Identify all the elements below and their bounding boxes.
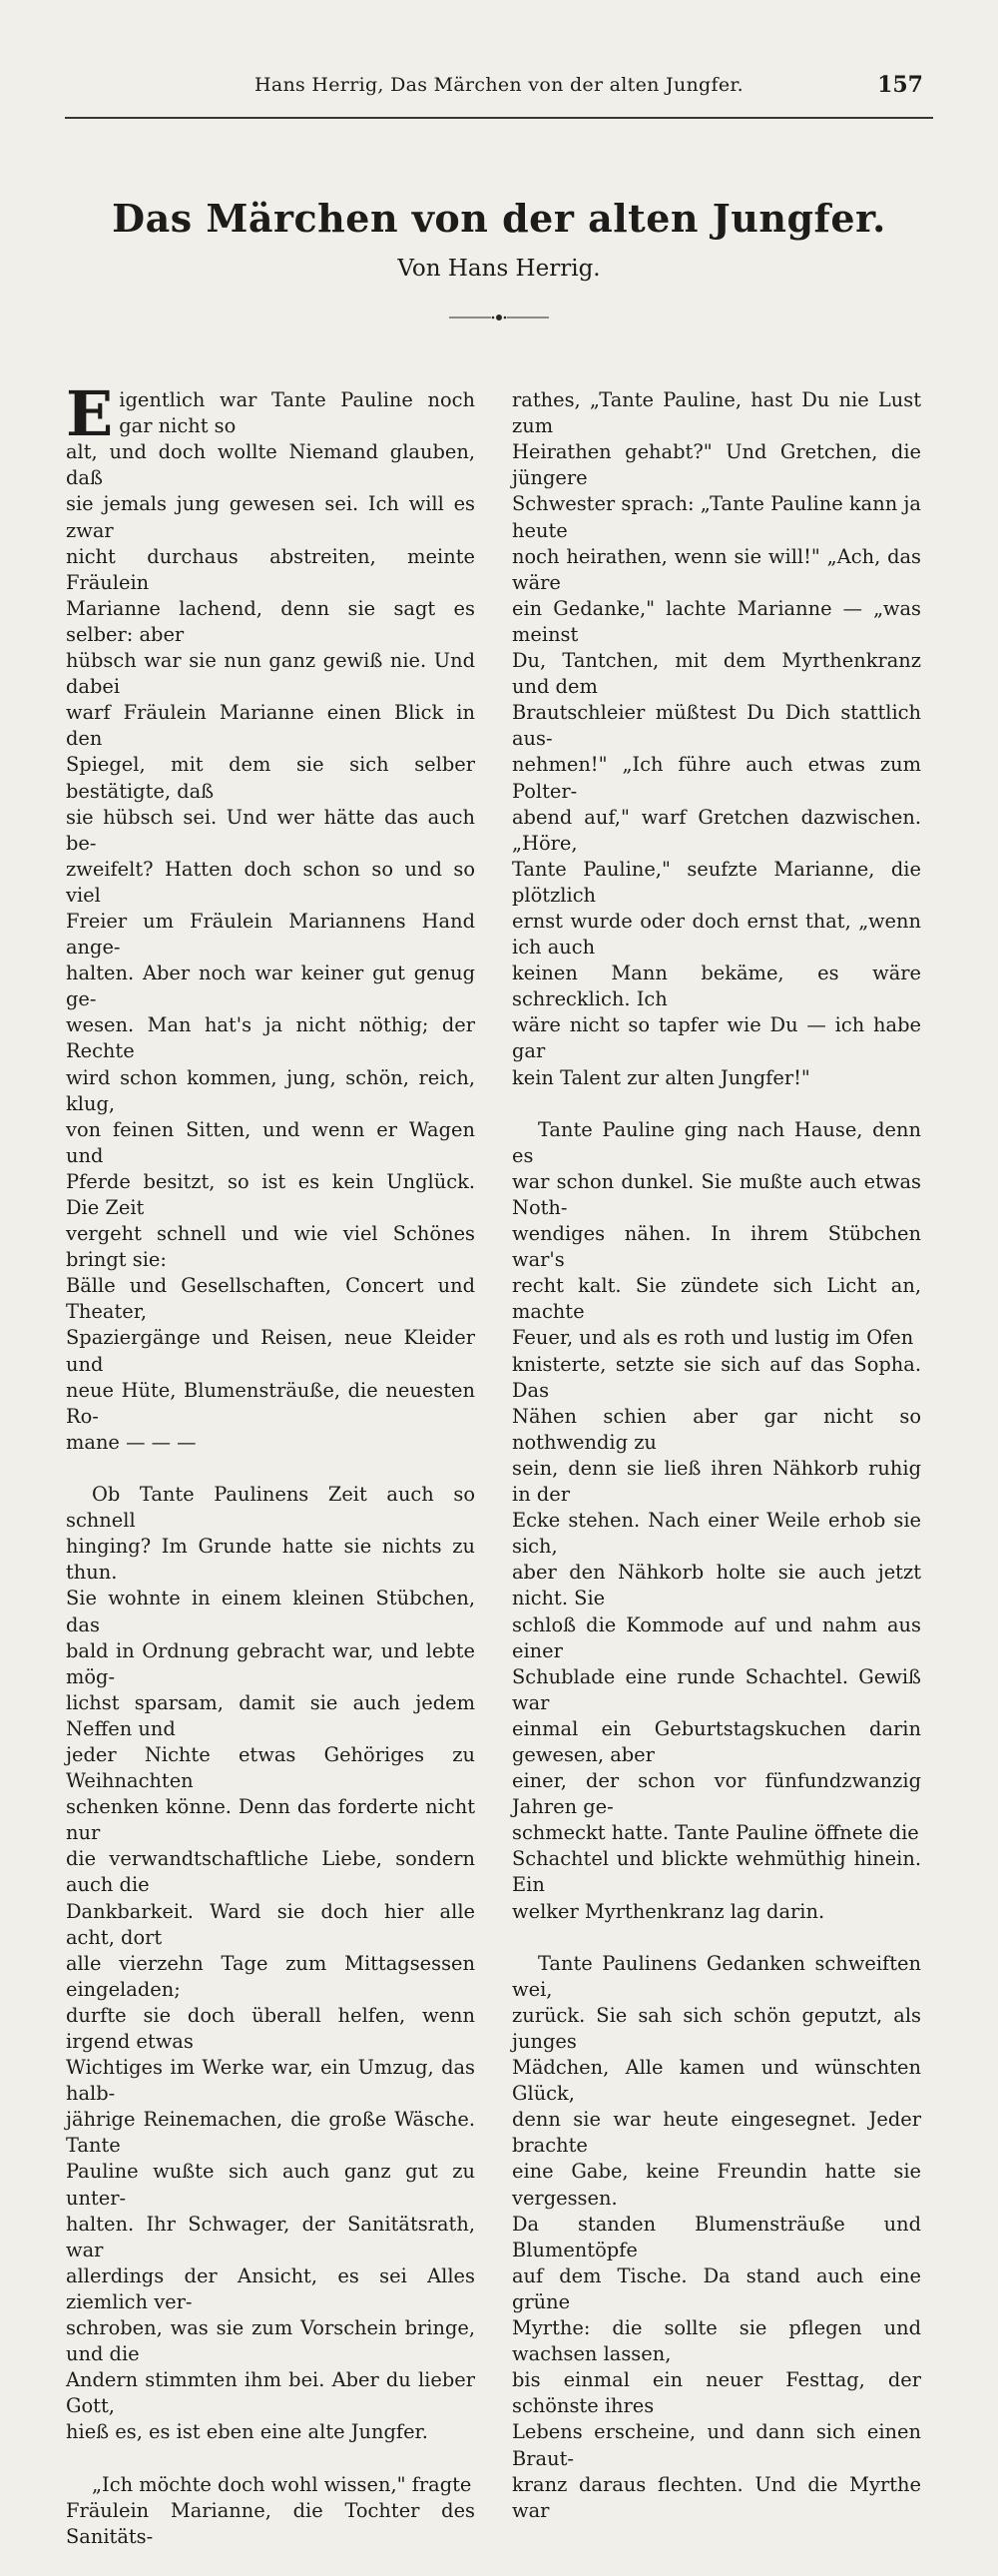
paragraph: rathes, „Tante Pauline, hast Du nie Lust zum Heirathen gehabt?" Und Gretchen, die jüngere Schwester sprach: „Tante Pauline kann ja heute noch heirathen, wenn sie will!" „Ach, das wäre ein Gedanke," lachte Marianne — „was meinst Du, Tantchen, mit dem Myrthenkranz und dem Brautschleier müßtest Du Dich stattlich aus- nehmen!" „Ich führe auch etwas zum Polter- abend auf," warf Gretchen dazwischen. „Höre, Tante Pauline," seufzte Marianne, die plötzlich ernst wurde oder doch ernst that, „wenn ich auch keinen Mann bekäme, es wäre schrecklich. Ich wäre nicht so tapfer wie Du — ich habe gar kein Talent zur alten Jungfer!" [512, 388, 921, 1089]
paragraph: „Ich möchte doch wohl wissen," fragte Fräulein Marianne, die Tochter des Sanitäts- [66, 2472, 475, 2548]
running-title: Hans Herrig, Das Märchen von der alten Jungfer. [253, 74, 745, 96]
title-ornament [447, 312, 551, 323]
running-head [65, 70, 933, 104]
paragraph: Tante Paulinens Gedanken schweiften wei, zurück. Sie sah sich schön geputzt, als junges Mädchen, Alle kamen und wünschten Glück, denn sie war heute eingesegnet. Jeder brachte eine Gabe, keine Freundin hatte sie vergessen. Da standen Blumensträuße und Blumentöpfe auf dem Tische. Da stand auch eine grüne Myrthe: die sollte sie pflegen und wachsen lassen, bis einmal ein neuer Festtag, der schönste ihres Lebens erscheine, und dann sich einen Braut- kranz daraus flechten. Und die Myrthe war [512, 1951, 921, 2522]
left-column [66, 361, 475, 2576]
article-byline: Von Hans Herrig. [397, 256, 601, 282]
page-number: 157 [877, 72, 923, 98]
right-column [512, 361, 921, 2550]
paragraph: Ob Tante Paulinens Zeit auch so schnell hinging? Im Grunde hatte sie nichts zu thun. Sie wohnte in einem kleinen Stübchen, das bald in Ordnung gebracht war, und lebte mög- lichst sparsam, damit sie auch jedem Neffen und jeder Nichte etwas Gehöriges zu Weihnachten schenken könne. Denn das forderte nicht nur die verwandtschaftliche Liebe, sondern auch die Dankbarkeit. Ward sie doch hier alle acht, dort alle vierzehn Tage zum Mittagsessen eingeladen; durfte sie doch überall helfen, wenn irgend etwas Wichtiges im Werke war, ein Umzug, das halb- jährige Reinemachen, die große Wäsche. Tante Pauline wußte sich auch ganz gut zu unter- halten. Ihr Schwager, der Sanitätsrath, war allerdings der Ansicht, es sei Alles ziemlich ver- schroben, was sie zum Vorschein bringe, und die Andern stimmten ihm bei. Aber du lieber Gott, hieß es, es ist eben eine alte Jungfer. [66, 1483, 475, 2444]
article-title: Das Märchen von der alten Jungfer. [112, 196, 886, 241]
paragraph: Tante Pauline ging nach Hause, denn es war schon dunkel. Sie mußte auch etwas Noth- wendiges nähen. In ihrem Stübchen war's recht kalt. Sie zündete sich Licht an, machte Feuer, und als es roth und lustig im Ofen knisterte, setzte sie sich auf das Sopha. Das Nähen schien aber gar nicht so nothwendig zu sein, denn sie ließ ihren Nähkorb ruhig in der Ecke stehen. Nach einer Weile erhob sie sich, aber den Nähkorb holte sie auch jetzt nicht. Sie schloß die Kommode auf und nahm aus einer Schublade eine runde Schachtel. Gewiß war einmal ein Geburtstagskuchen darin gewesen, aber einer, der schon vor fünfundzwanzig Jahren ge- schmeckt hatte. Tante Pauline öffnete die Schachtel und blickte wehmüthig hinein. Ein welker Myrthenkranz lag darin. [512, 1117, 921, 1923]
header-rule [65, 117, 933, 119]
paragraph: Eigentlich war Tante Pauline noch gar nicht so alt, und doch wollte Niemand glauben, daß sie jemals jung gewesen sei. Ich will es zwar nicht durchaus abstreiten, meinte Fräulein Marianne lachend, denn sie sagt es selber: aber hübsch war sie nun ganz gewiß nie. Und dabei warf Fräulein Marianne einen Blick in den Spiegel, mit dem sie sich selber bestätigte, daß sie hübsch sei. Und wer hätte das auch be- zweifelt? Hatten doch schon so und so viel Freier um Fräulein Mariannens Hand ange- halten. Aber noch war keiner gut genug ge- wesen. Man hat's ja nicht nöthig; der Rechte wird schon kommen, jung, schön, reich, klug, von feinen Sitten, und wenn er Wagen und Pferde besitzt, so ist es kein Unglück. Die Zeit vergeht schnell und wie viel Schönes bringt sie: Bälle und Gesellschaften, Concert und Theater, Spaziergänge und Reisen, neue Kleider und neue Hüte, Blumensträuße, die neuesten Ro- mane — — — [66, 377, 475, 1454]
